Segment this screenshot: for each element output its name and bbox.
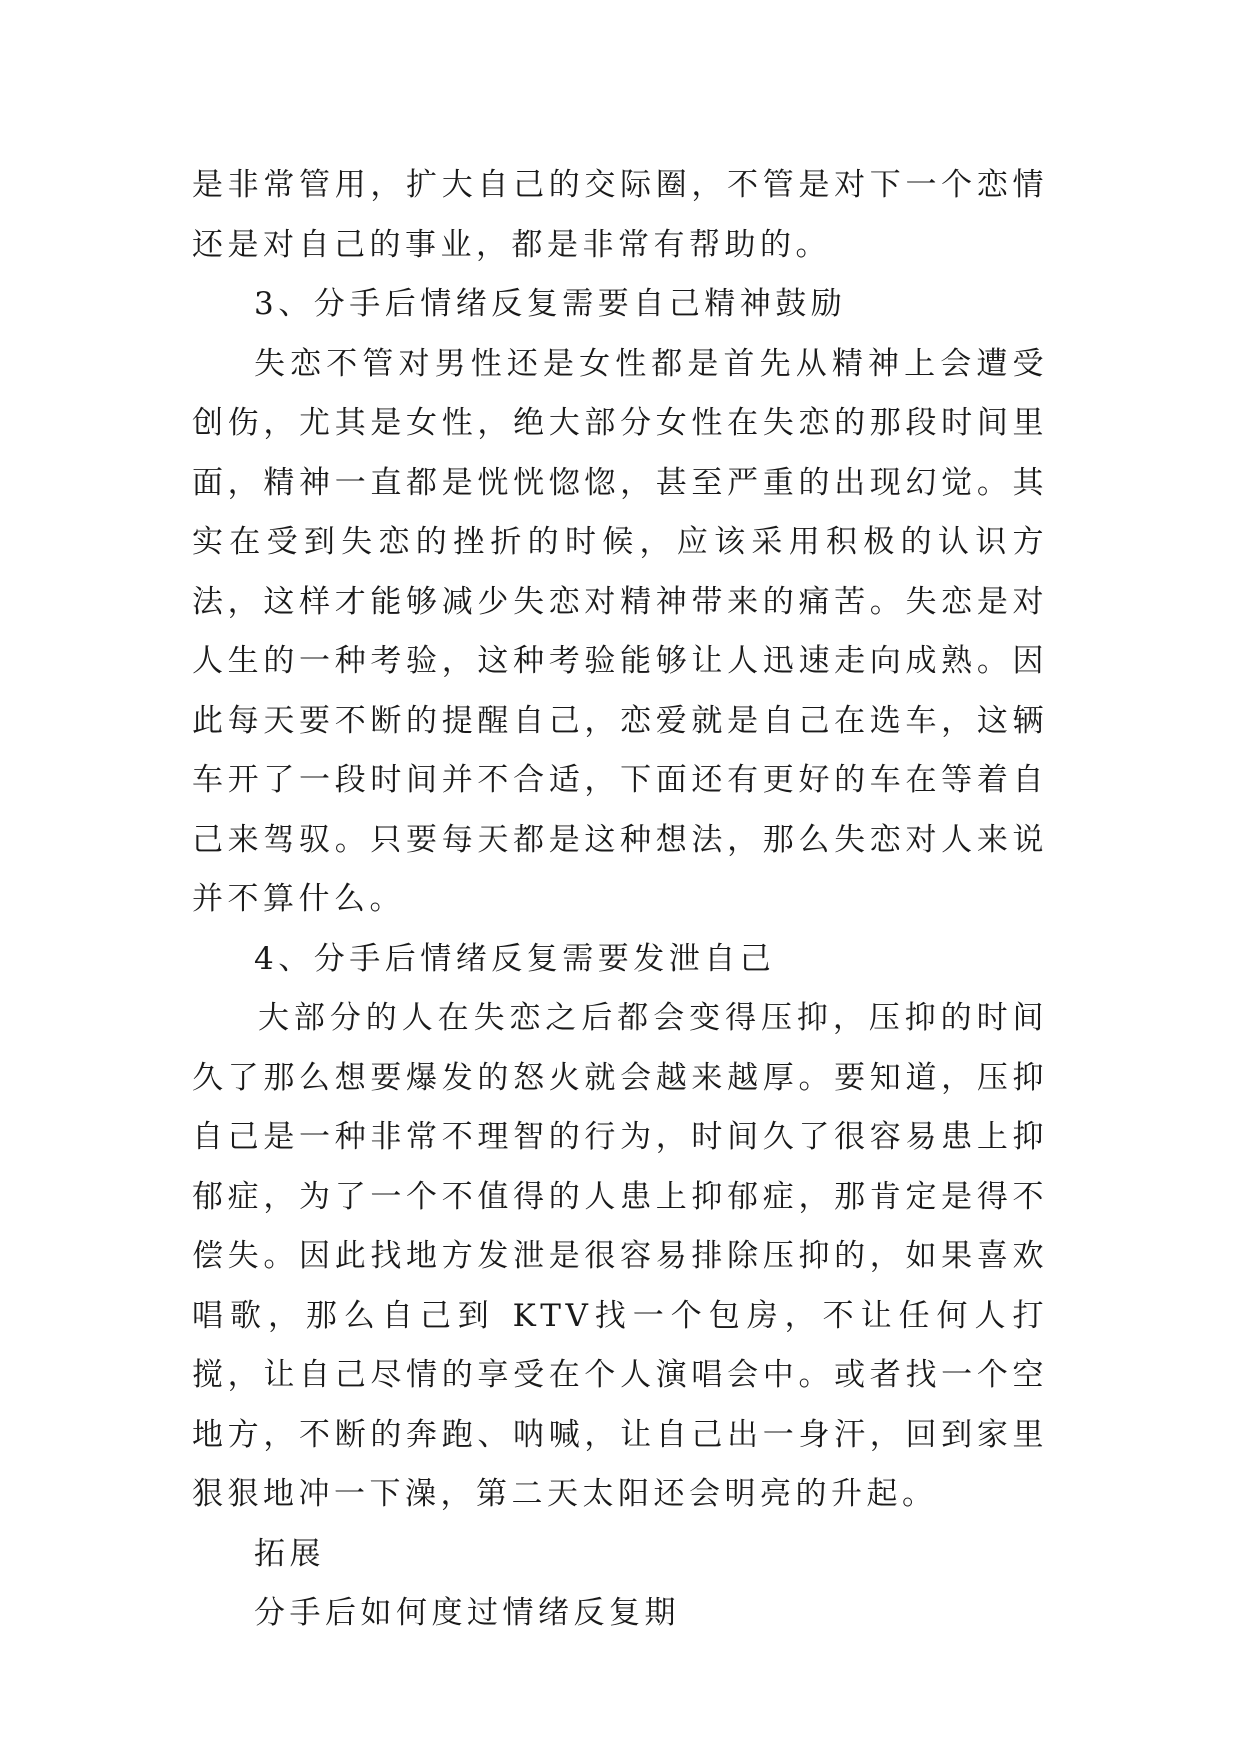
section-heading-4: 4、分手后情绪反复需要发泄自己 [254, 940, 776, 977]
document-body [192, 156, 1048, 1644]
paragraph-mental-encouragement: 失恋不管对男性还是女性都是首先从精神上会遭受创伤，尤其是女性，绝大部分女性在失恋的那段时间里面，精神一直都是恍恍惚惚，甚至严重的出现幻觉。其实在受到失恋的挫折的时候，应该采用积极的认识方法，这样才能够减少失恋对精神带来的痛苦。失恋是对人生的一种考验，这种考验能够让人迅速走向成熟。因此每天要不断的提醒自己，恋爱就是自己在选车，这辆车开了一段时间并不合适，下面还有更好的车在等着自己来驾驭。只要每天都是这种想法，那么失恋对人来说并不算什么。 [192, 345, 1048, 917]
extension-subheading: 分手后如何度过情绪反复期 [254, 1595, 680, 1631]
paragraph-venting: 大部分的人在失恋之后都会变得压抑，压抑的时间久了那么想要爆发的怒火就会越来越厚。要知道，压抑自己是一种非常不理智的行为，时间久了很容易患上抑郁症，为了一个不值得的人患上抑郁症，那肯定是得不偿失。因此找地方发泄是很容易排除压抑的，如果喜欢唱歌，那么自己到 KTV找一个包房，不让任何人打搅，让自己尽情的享受在个人演唱会中。或者找一个空地方，不断的奔跑、呐喊，让自己出一身汗，回到家里狠狠地冲一下澡，第二天太阳还会明亮的升起。 [192, 1000, 1048, 1512]
section-heading-3: 3、分手后情绪反复需要自己精神鼓励 [254, 286, 847, 322]
extension-heading: 拓展 [254, 1535, 325, 1572]
paragraph-continued: 是非常管用，扩大自己的交际圈，不管是对下一个恋情还是对自己的事业，都是非常有帮助的。 [192, 167, 1048, 263]
